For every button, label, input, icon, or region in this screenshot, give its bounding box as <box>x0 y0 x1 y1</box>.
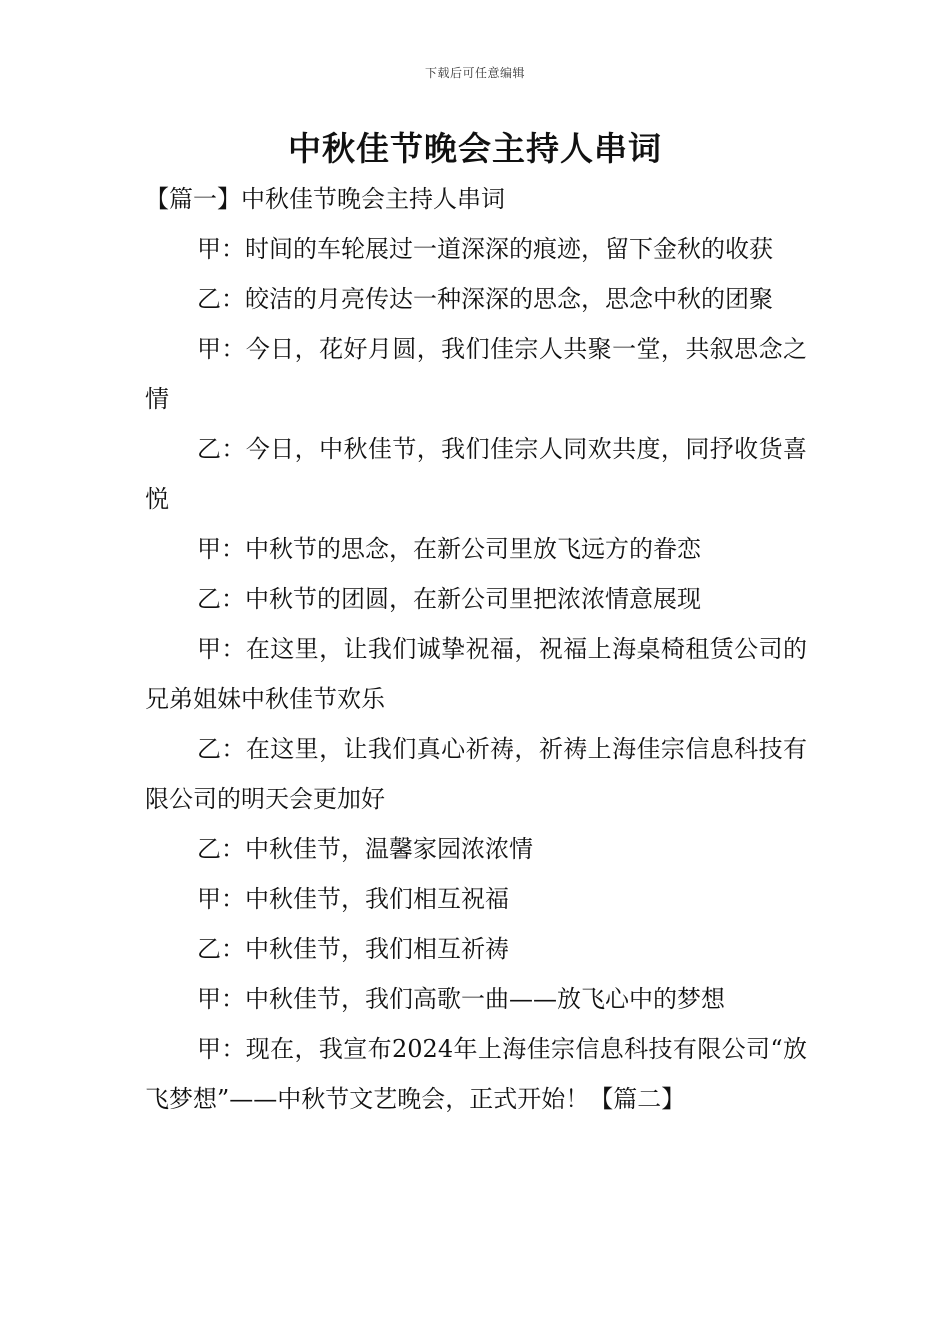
paragraph-6: 乙：中秋节的团圆，在新公司里把浓浓情意展现 <box>197 585 701 613</box>
header-note: 下载后可任意编辑 <box>424 66 525 80</box>
document-body <box>145 174 807 1124</box>
paragraph-10: 甲：中秋佳节，我们相互祝福 <box>197 885 509 913</box>
paragraph-12: 甲：中秋佳节，我们高歌一曲——放飞心中的梦想 <box>197 985 725 1013</box>
paragraph-8: 乙：在这里，让我们真心祈祷，祈祷上海佳宗信息科技有限公司的明天会更加好 <box>145 735 807 813</box>
paragraph-1: 甲：时间的车轮展过一道深深的痕迹，留下金秋的收获 <box>197 235 773 263</box>
paragraph-13: 甲：现在，我宣布2024年上海佳宗信息科技有限公司“放飞梦想”——中秋节文艺晚会，正式开始！【篇二】 <box>145 1035 807 1113</box>
paragraph-11: 乙：中秋佳节，我们相互祈祷 <box>197 935 509 963</box>
paragraph-7: 甲：在这里，让我们诚挚祝福，祝福上海桌椅租赁公司的兄弟姐妹中秋佳节欢乐 <box>145 635 807 713</box>
paragraph-5: 甲：中秋节的思念，在新公司里放飞远方的眷恋 <box>197 535 701 563</box>
document-title: 中秋佳节晚会主持人串词 <box>288 129 662 168</box>
section-heading: 【篇一】中秋佳节晚会主持人串词 <box>145 185 505 213</box>
paragraph-4: 乙：今日，中秋佳节，我们佳宗人同欢共度，同抒收货喜悦 <box>145 435 807 513</box>
paragraph-2: 乙：皎洁的月亮传达一种深深的思念，思念中秋的团聚 <box>197 285 773 313</box>
paragraph-9: 乙：中秋佳节，温馨家园浓浓情 <box>197 835 533 863</box>
paragraph-3: 甲：今日，花好月圆，我们佳宗人共聚一堂，共叙思念之情 <box>145 335 807 413</box>
